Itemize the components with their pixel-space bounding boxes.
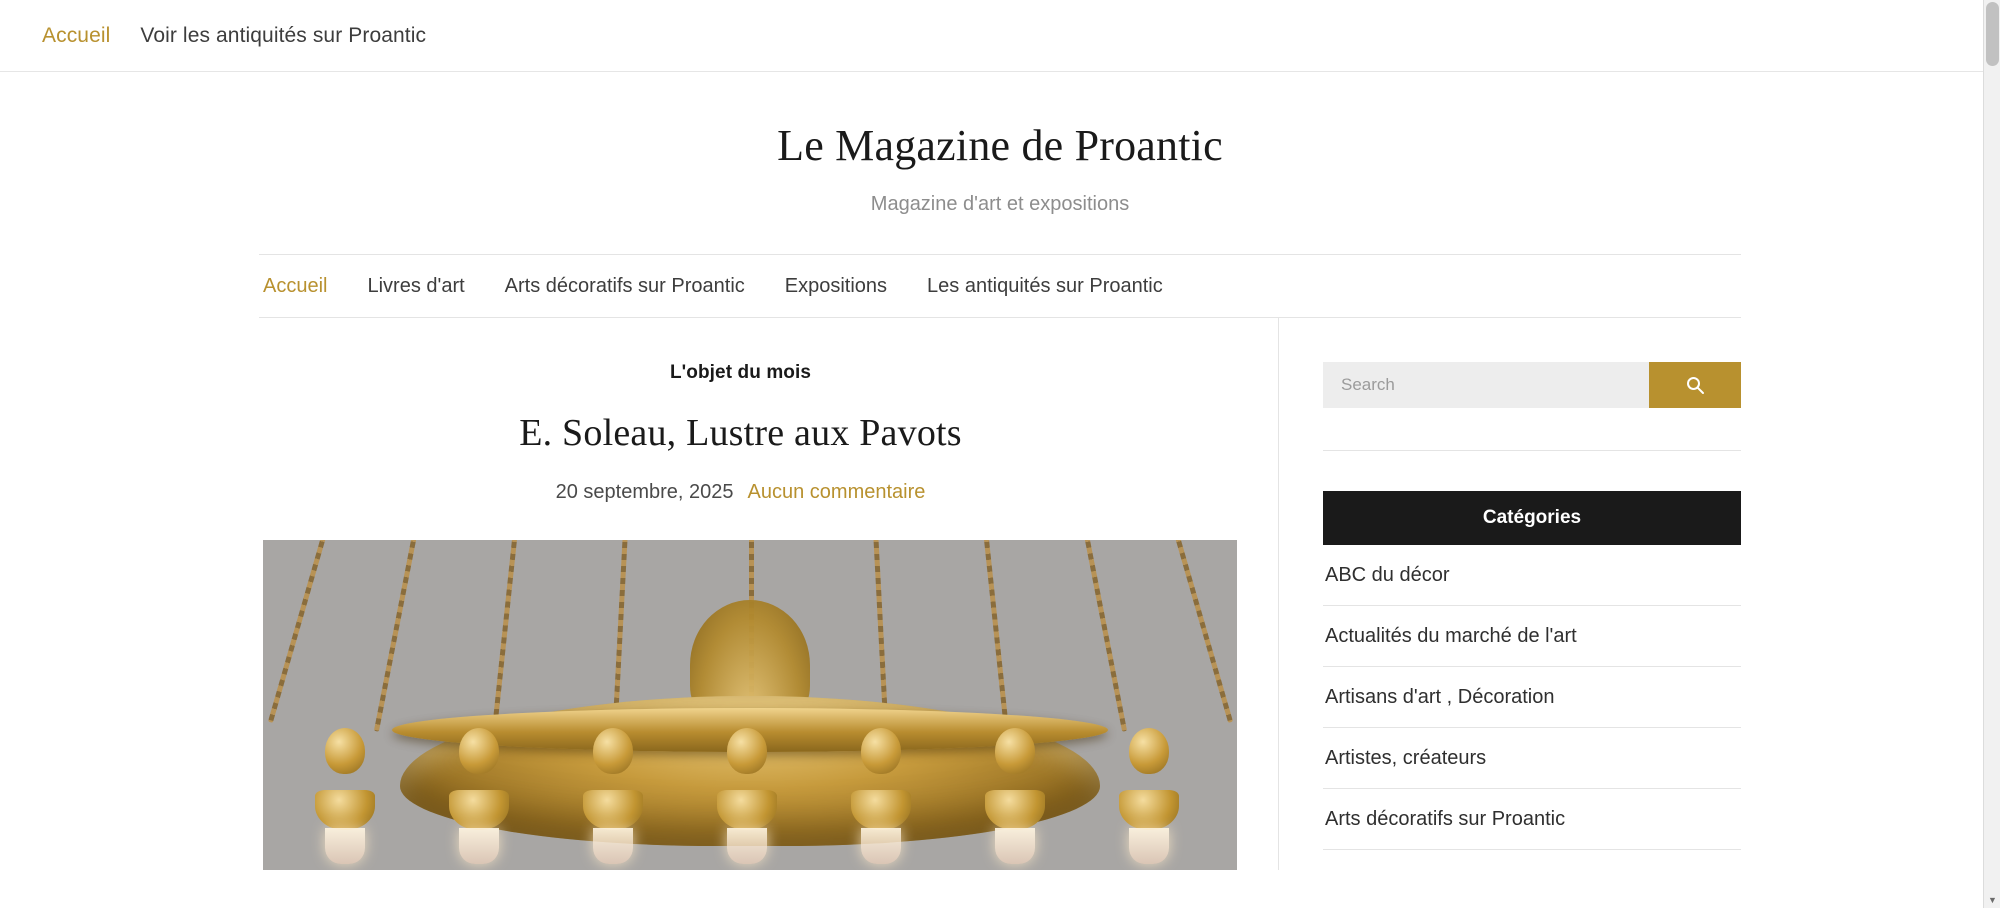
sidebar-divider xyxy=(1323,450,1741,451)
chandelier-illustration xyxy=(263,540,1237,870)
list-item xyxy=(1323,789,1741,850)
search-button[interactable] xyxy=(1649,362,1741,408)
post-kicker: L'objet du mois xyxy=(669,362,812,383)
site-tagline: Magazine d'art et expositions xyxy=(870,193,1130,215)
main-navigation-list xyxy=(259,255,1741,317)
scroll-down-arrow-icon[interactable]: ▼ xyxy=(1988,894,1997,905)
site-header xyxy=(0,72,2000,216)
post-meta xyxy=(263,481,1218,504)
topbar-link-accueil[interactable]: Accueil xyxy=(42,23,111,47)
top-navigation-bar xyxy=(0,0,2000,72)
categories-list xyxy=(1323,545,1741,850)
category-link-artistes-createurs[interactable]: Artistes, créateurs xyxy=(1325,747,1487,769)
categories-header: Catégories xyxy=(1323,491,1741,545)
nav-item-livres-dart[interactable]: Livres d'art xyxy=(367,274,465,297)
topbar-link-voir-antiquites[interactable]: Voir les antiquités sur Proantic xyxy=(140,23,427,47)
post-title[interactable]: E. Soleau, Lustre aux Pavots xyxy=(519,412,962,454)
nav-item-arts-decoratifs[interactable]: Arts décoratifs sur Proantic xyxy=(504,274,745,297)
scrollbar-thumb[interactable] xyxy=(1986,2,1999,66)
nav-item-accueil[interactable]: Accueil xyxy=(263,274,328,297)
search-icon xyxy=(1685,375,1705,395)
post-featured-image[interactable] xyxy=(263,540,1237,870)
vertical-scrollbar[interactable] xyxy=(1983,0,2000,908)
category-link-arts-decoratifs[interactable]: Arts décoratifs sur Proantic xyxy=(1325,808,1566,830)
content-area xyxy=(259,318,1741,870)
nav-item-expositions[interactable]: Expositions xyxy=(784,274,888,297)
search-input[interactable] xyxy=(1323,362,1649,408)
post-date: 20 septembre, 2025 xyxy=(555,481,734,503)
sidebar xyxy=(1279,318,1741,870)
article-column xyxy=(259,318,1279,870)
search-widget xyxy=(1323,362,1741,408)
category-link-artisans-dart[interactable]: Artisans d'art , Décoration xyxy=(1325,686,1555,708)
nav-item-antiquites[interactable]: Les antiquités sur Proantic xyxy=(927,274,1163,297)
list-item xyxy=(1323,545,1741,606)
list-item xyxy=(1323,606,1741,667)
category-link-actualites-marche[interactable]: Actualités du marché de l'art xyxy=(1325,625,1577,647)
list-item xyxy=(1323,667,1741,728)
main-navigation xyxy=(259,254,1741,318)
category-link-abc-du-decor[interactable]: ABC du décor xyxy=(1325,564,1450,586)
post-comments-link[interactable]: Aucun commentaire xyxy=(747,481,926,503)
list-item xyxy=(1323,728,1741,789)
site-title: Le Magazine de Proantic xyxy=(777,121,1223,170)
